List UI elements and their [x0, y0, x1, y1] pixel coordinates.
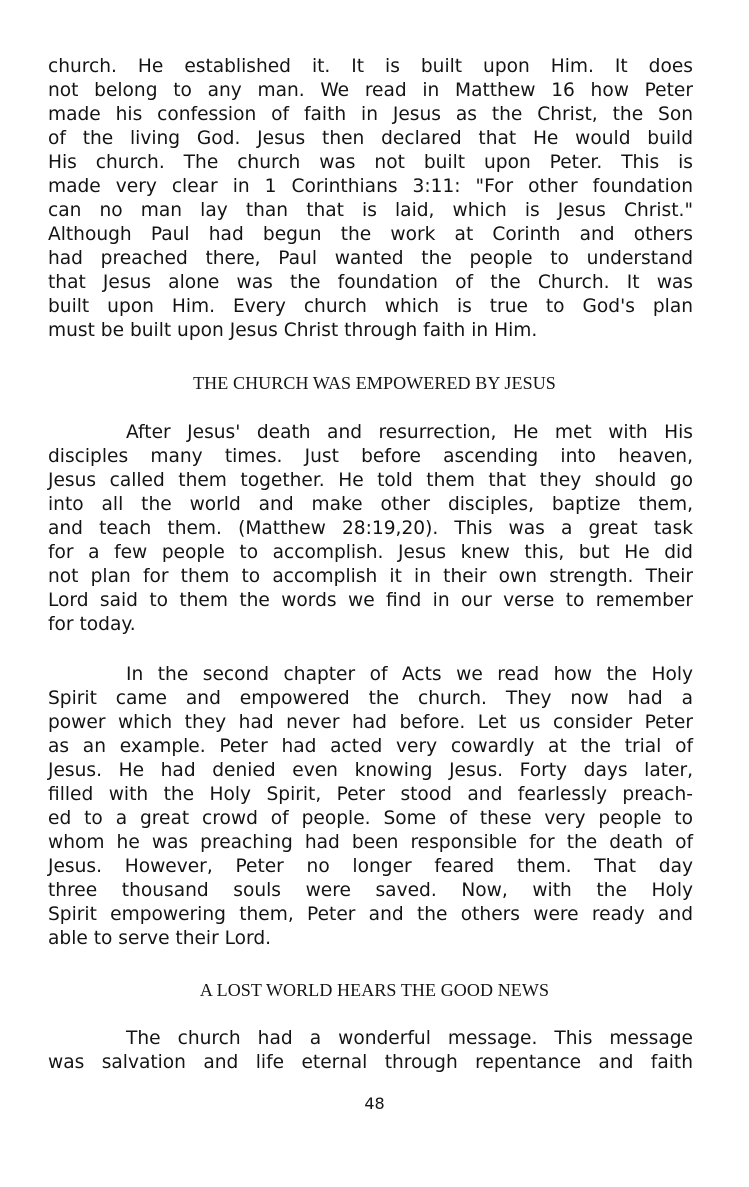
- text-line: was salvation and life eternal through repentance and faith: [48, 1052, 693, 1073]
- text-line: After Jesus' death and resurrection, He met with His: [126, 422, 693, 443]
- page-number: 48: [364, 1094, 385, 1113]
- text-line: must be built upon Jesus Christ through faith in Him.: [48, 320, 538, 341]
- text-line: made his confession of faith in Jesus as the Christ, the Son: [48, 104, 693, 125]
- text-line: not belong to any man. We read in Matthew 16 how Peter: [48, 80, 693, 101]
- text-line: Spirit came and empowered the church. They now had a: [48, 688, 693, 709]
- text-line: The church had a wonderful message. This message: [126, 1028, 693, 1049]
- text-line: as an example. Peter had acted very cowardly at the trial of: [48, 736, 693, 757]
- text-line: that Jesus alone was the foundation of the Church. It was: [48, 272, 693, 293]
- text-line: able to serve their Lord.: [48, 928, 272, 949]
- text-line: disciples many times. Just before ascending into heaven,: [48, 446, 693, 467]
- text-line: Jesus called them together. He told them that they should go: [48, 470, 693, 491]
- text-line: power which they had never had before. Let us consider Peter: [48, 712, 693, 733]
- section-heading: THE CHURCH WAS EMPOWERED BY JESUS: [193, 373, 556, 393]
- text-line: not plan for them to accomplish it in their own strength. Their: [48, 566, 693, 587]
- text-line: made very clear in 1 Corinthians 3:11: "For other foundation: [48, 176, 693, 197]
- text-line: Jesus. However, Peter no longer feared them. That day: [48, 856, 693, 877]
- text-line: ed to a great crowd of people. Some of these very people to: [48, 808, 693, 829]
- text-line: and teach them. (Matthew 28:19,20). This was a great task: [48, 518, 693, 539]
- text-line: Lord said to them the words we find in our verse to remember: [48, 590, 693, 611]
- text-line: three thousand souls were saved. Now, with the Holy: [48, 880, 693, 901]
- text-line: filled with the Holy Spirit, Peter stood and fearlessly preach-: [48, 784, 693, 805]
- text-line: for a few people to accomplish. Jesus knew this, but He did: [48, 542, 693, 563]
- text-line: for today.: [48, 614, 136, 635]
- text-line: church. He established it. It is built upon Him. It does: [48, 56, 693, 77]
- section-heading: A LOST WORLD HEARS THE GOOD NEWS: [199, 980, 550, 1000]
- text-line: Spirit empowering them, Peter and the others were ready and: [48, 904, 693, 925]
- text-line: of the living God. Jesus then declared that He would build: [48, 128, 693, 149]
- text-line: whom he was preaching had been responsible for the death of: [48, 832, 693, 853]
- text-line: His church. The church was not built upon Peter. This is: [48, 152, 693, 173]
- text-line: Although Paul had begun the work at Corinth and others: [48, 224, 693, 245]
- text-line: had preached there, Paul wanted the people to understand: [48, 248, 693, 269]
- text-line: can no man lay than that is laid, which is Jesus Christ.": [48, 200, 693, 221]
- text-line: built upon Him. Every church which is true to God's plan: [48, 296, 693, 317]
- text-line: into all the world and make other disciples, baptize them,: [48, 494, 693, 515]
- text-line: In the second chapter of Acts we read how the Holy: [126, 664, 693, 685]
- text-line: Jesus. He had denied even knowing Jesus. Forty days later,: [48, 760, 693, 781]
